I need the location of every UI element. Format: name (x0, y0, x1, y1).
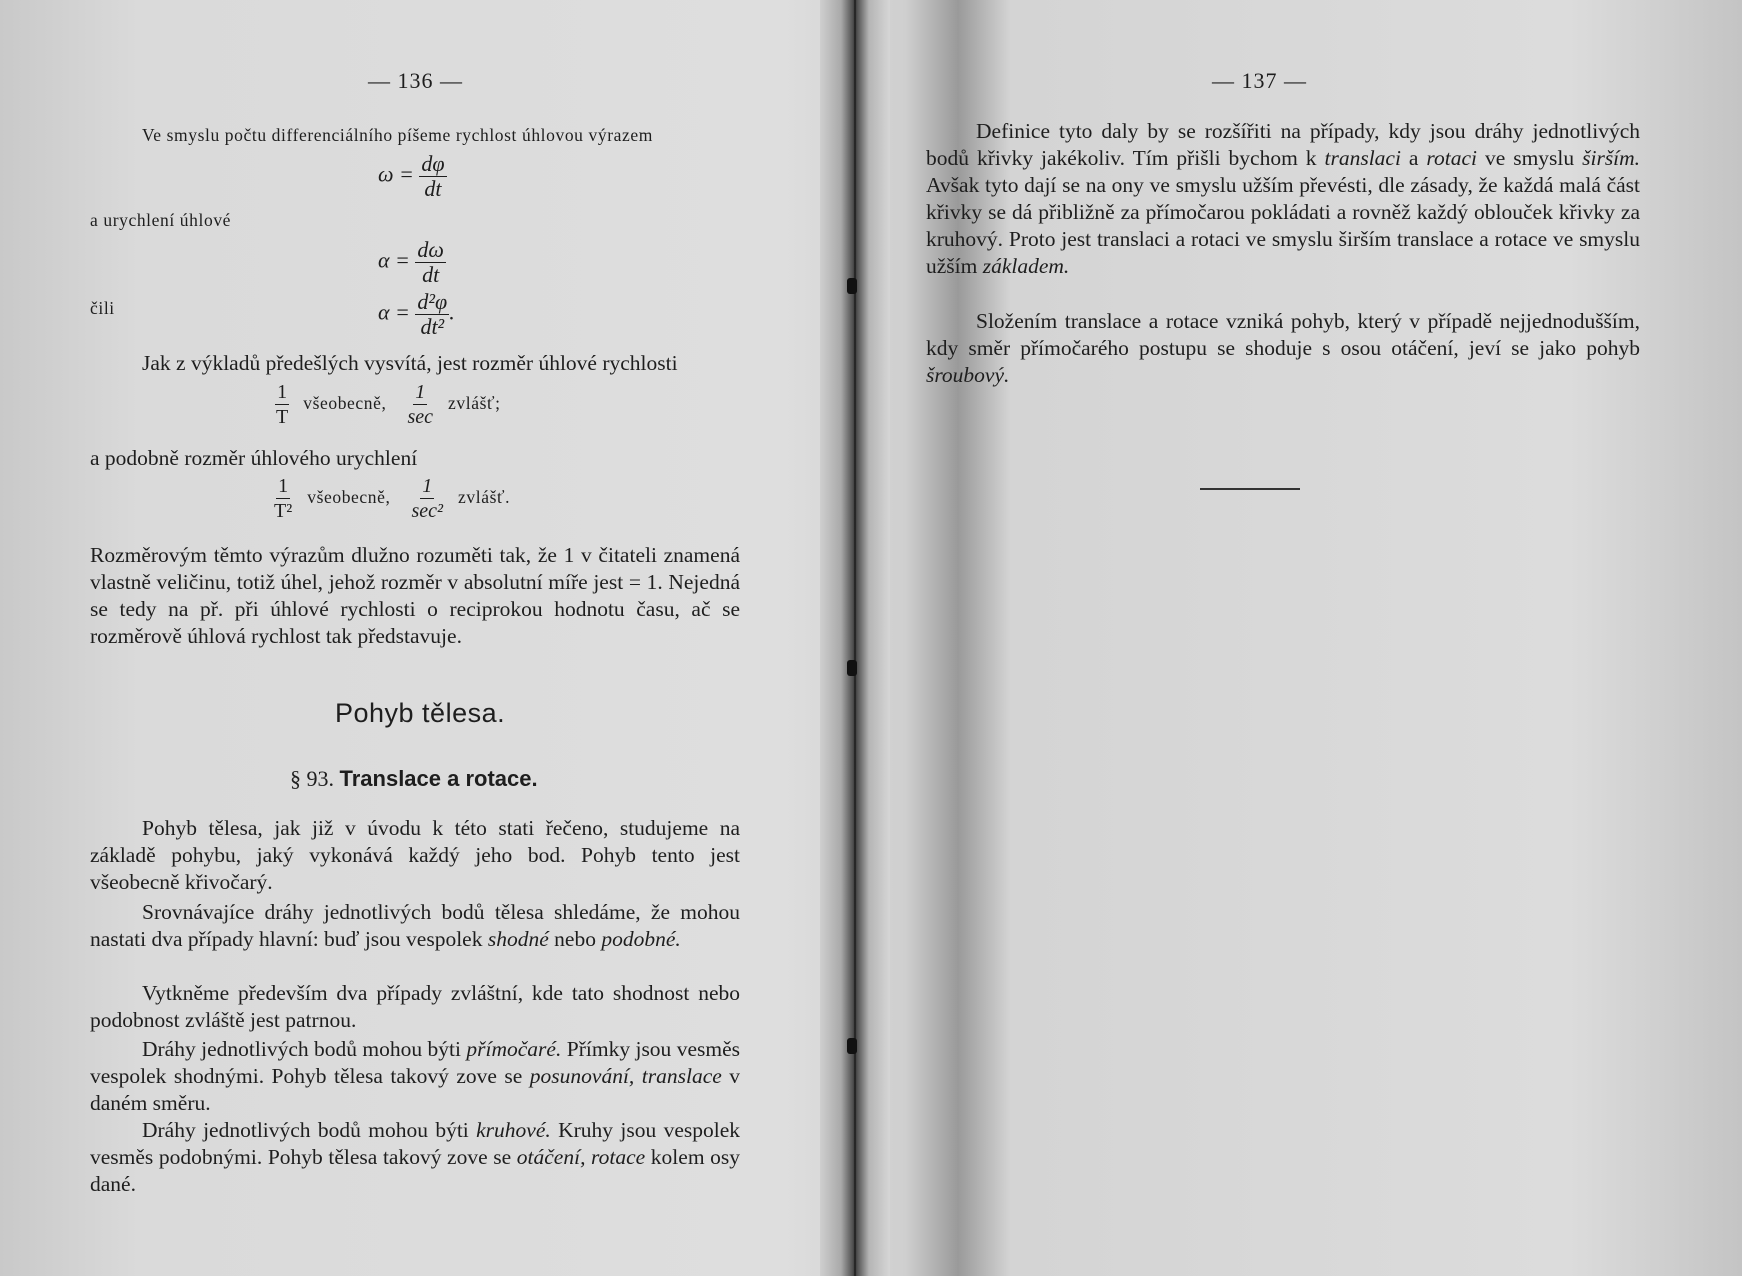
section-title: Translace a rotace. (339, 766, 538, 791)
paragraph (926, 118, 1640, 280)
numerator: 1 (277, 381, 288, 403)
fraction (415, 290, 449, 339)
emphasis: translaci (1324, 146, 1401, 170)
page-number: — 136 — (368, 68, 463, 93)
label-text: čili (90, 298, 115, 318)
paragraph: Jak z výkladů předešlých vysvítá, jest rozměr úhlové rychlosti (142, 351, 678, 375)
fraction (405, 380, 435, 429)
eq-lhs: α = (378, 299, 410, 325)
paragraph (90, 1117, 740, 1198)
emphasis: kruhové. (476, 1118, 551, 1142)
fraction (415, 238, 446, 287)
denominator: sec² (411, 500, 444, 522)
paragraph (90, 1036, 740, 1117)
emphasis: rotaci (1426, 146, 1477, 170)
binding-stitch (847, 1038, 857, 1054)
text: Definice tyto daly by se rozšířiti na případy, kdy jsou dráhy jednotlivých bodů křivky jakékoliv. Tím přišli bychom k (926, 119, 1640, 170)
denominator: dt² (420, 314, 445, 339)
text: kolem osy dané. (90, 1145, 741, 1196)
numerator: dω (417, 237, 444, 262)
left-page (0, 0, 830, 1276)
equation-alpha (378, 238, 446, 287)
paragraph: a podobně rozměr úhlového urychlení (90, 446, 418, 470)
fraction (409, 474, 445, 523)
numerator: 1 (422, 475, 433, 497)
emphasis: otáčení, rotace (516, 1145, 646, 1169)
emphasis: šroubový. (926, 363, 1010, 387)
text: ve smyslu (1484, 146, 1575, 170)
eq-tail: . (449, 299, 455, 325)
end-rule (1200, 488, 1300, 490)
numerator: d²φ (417, 289, 448, 314)
text: Dráhy jednotlivých bodů mohou býti (142, 1037, 461, 1061)
denominator: dt (424, 176, 442, 201)
paragraph: Rozměrovým těmto výrazům dlužno rozuměti tak, že 1 v čitateli znamená vlastně veličinu, totiž úhel, jehož rozměr v absolutní míře jest = 1. Nejedná se tedy na př. při úhlové rychlosti o reciprokou hodnotu času, ač se rozměrově úhlová rychlost tak představuje. (90, 543, 740, 648)
eq-lhs: ω = (378, 161, 414, 187)
emphasis: širším. (1582, 146, 1641, 170)
numerator: dφ (421, 151, 445, 176)
text: Kruhy jsou vespolek vesměs podobnými. Pohyb tělesa takový zove se (90, 1118, 741, 1169)
text: v daném směru. (90, 1064, 741, 1115)
text: Srovnávajíce dráhy jednotlivých bodů tělesa shledáme, že mohou nastati dva případy hlavní: buď jsou vespolek (90, 900, 740, 951)
section-heading (290, 766, 538, 792)
text: Přímky jsou vesměs vespolek shodnými. Pohyb tělesa takový zove se (90, 1037, 740, 1088)
numerator: 1 (415, 381, 426, 403)
denominator: T (276, 406, 289, 428)
fraction (419, 152, 446, 201)
chapter-heading: Pohyb tělesa. (335, 698, 506, 728)
text: a (1408, 146, 1419, 170)
label-text: a urychlení úhlové (90, 210, 232, 230)
paragraph: Pohyb tělesa, jak již v úvodu k této stati řečeno, studujeme na základě pohybu, jaký vykonává každý jeho bod. Pohyb tento jest všeobecně křivočarý. (90, 816, 740, 894)
fraction (274, 380, 290, 429)
fraction (272, 474, 294, 523)
text: Avšak tyto dají se na ony ve smyslu užším převésti, dle zásady, že každá malá část křivky se dá přibližně za přímočarou pokládati a rovněž každý oblouček křivky za kruhový. Proto jest translaci a rotaci ve smyslu širším translace a rotace ve smyslu užším (926, 173, 1640, 278)
intro-text: Ve smyslu počtu differenciálního píšeme rychlost úhlovou výrazem (142, 125, 653, 145)
denominator: sec (407, 406, 434, 428)
emphasis: přímočaré. (466, 1037, 562, 1061)
word: zvlášť. (458, 487, 511, 508)
right-page (860, 0, 1742, 1276)
emphasis: shodné (487, 927, 549, 951)
text: nebo (554, 927, 596, 951)
binding-stitch (847, 660, 857, 676)
denominator: T² (274, 500, 293, 522)
word: všeobecně, (307, 487, 391, 508)
equation-omega (378, 152, 447, 201)
equation-alpha-second (378, 290, 455, 339)
text: Dráhy jednotlivých bodů mohou býti (142, 1118, 469, 1142)
dimension-velocity (274, 380, 501, 429)
text: Složením translace a rotace vzniká pohyb, který v případě nejjednodušším, kdy směr přímočarého postupu se shoduje s osou otáčení, jeví se jako pohyb (926, 309, 1640, 360)
binding-stitch (847, 278, 857, 294)
page-number: — 137 — (1212, 68, 1307, 93)
denominator: dt (422, 262, 440, 287)
section-mark: § 93. (290, 766, 334, 791)
eq-lhs: α = (378, 247, 410, 273)
word: zvlášť; (448, 393, 501, 414)
paragraph (926, 308, 1640, 389)
numerator: 1 (278, 475, 289, 497)
emphasis: základem. (982, 254, 1070, 278)
dimension-acceleration (272, 474, 510, 523)
word: všeobecně, (303, 393, 387, 414)
emphasis: podobné. (601, 927, 681, 951)
paragraph (90, 899, 740, 953)
paragraph: Vytkněme především dva případy zvláštní, kde tato shodnost nebo podobnost zvláště jest patrnou. (90, 981, 740, 1032)
emphasis: posunování, translace (529, 1064, 722, 1088)
